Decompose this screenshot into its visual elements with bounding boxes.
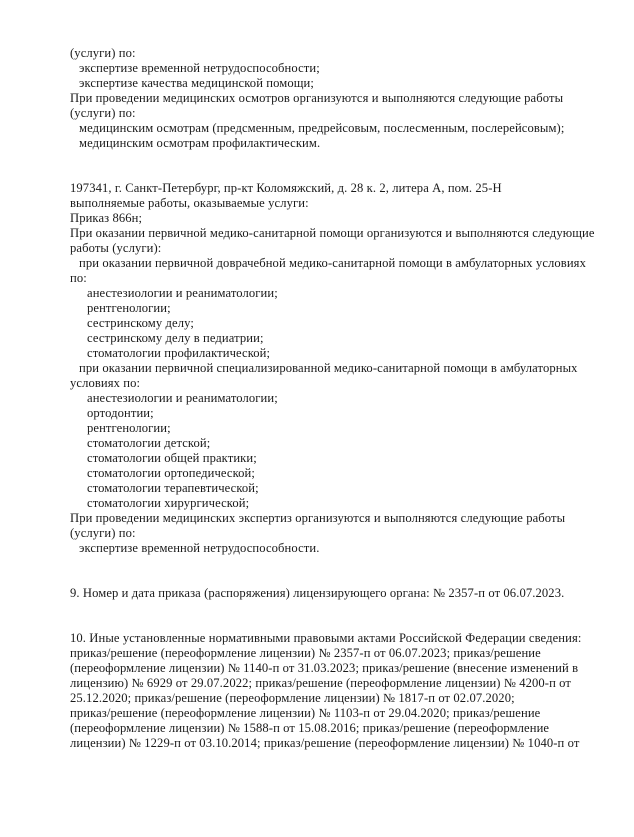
text-line: стоматологии ортопедической; bbox=[87, 466, 255, 480]
text-line: (переоформление лицензии) № 1588-п от 15.08.2016; приказ/решение (переоформление bbox=[70, 721, 550, 735]
text-line: (услуги) по: bbox=[70, 526, 136, 540]
document-body bbox=[70, 46, 595, 751]
text-line: сестринскому делу в педиатрии; bbox=[87, 331, 264, 345]
text-line: При проведении медицинских осмотров организуются и выполняются следующие работы bbox=[70, 91, 564, 105]
blank-line bbox=[70, 571, 574, 586]
text-line: сестринскому делу; bbox=[87, 316, 194, 330]
text-line: (услуги) по: bbox=[70, 46, 136, 60]
text-line: экспертизе качества медицинской помощи; bbox=[79, 76, 314, 90]
blank-line bbox=[70, 151, 574, 166]
blank-line bbox=[70, 601, 574, 616]
text-line: Приказ 866н; bbox=[70, 211, 143, 225]
text-line: ортодонтии; bbox=[87, 406, 154, 420]
text-line: по: bbox=[70, 271, 87, 285]
text-line: приказ/решение (переоформление лицензии) № 1103-п от 29.04.2020; приказ/решение bbox=[70, 706, 541, 720]
text-line: медицинским осмотрам (предсменным, предрейсовым, послесменным, послерейсовым); bbox=[79, 121, 565, 135]
text-line: лицензию) № 6929 от 29.07.2022; приказ/решение (переоформление лицензии) № 4200-п от bbox=[70, 676, 572, 690]
text-line: (услуги) по: bbox=[70, 106, 136, 120]
blank-line bbox=[70, 616, 574, 631]
text-line: анестезиологии и реаниматологии; bbox=[87, 391, 278, 405]
text-line: стоматологии детской; bbox=[87, 436, 211, 450]
text-line: медицинским осмотрам профилактическим. bbox=[79, 136, 321, 150]
text-line: приказ/решение (переоформление лицензии) № 2357-п от 06.07.2023; приказ/решение bbox=[70, 646, 541, 660]
text-line: стоматологии терапевтической; bbox=[87, 481, 259, 495]
text-line: 9. Номер и дата приказа (распоряжения) лицензирующего органа: № 2357-п от 06.07.2023. bbox=[70, 586, 565, 600]
text-line: при оказании первичной специализированной медико-санитарной помощи в амбулаторных bbox=[79, 361, 578, 375]
text-line: экспертизе временной нетрудоспособности. bbox=[79, 541, 320, 555]
text-line: анестезиологии и реаниматологии; bbox=[87, 286, 278, 300]
text-line: 197341, г. Санкт-Петербург, пр-кт Коломяжский, д. 28 к. 2, литера А, пом. 25-Н bbox=[70, 181, 502, 195]
text-line: при оказании первичной доврачебной медико-санитарной помощи в амбулаторных условиях bbox=[79, 256, 586, 270]
text-line: выполняемые работы, оказываемые услуги: bbox=[70, 196, 309, 210]
text-line: рентгенологии; bbox=[87, 301, 171, 315]
text-line: рентгенологии; bbox=[87, 421, 171, 435]
text-line: При оказании первичной медико-санитарной помощи организуются и выполняются следующие bbox=[70, 226, 595, 240]
text-line: 10. Иные установленные нормативными правовыми актами Российской Федерации сведения: bbox=[70, 631, 582, 645]
text-line: условиях по: bbox=[70, 376, 141, 390]
text-line: стоматологии общей практики; bbox=[87, 451, 257, 465]
text-line: работы (услуги): bbox=[70, 241, 162, 255]
text-line: стоматологии хирургической; bbox=[87, 496, 250, 510]
blank-line bbox=[70, 556, 574, 571]
text-line: лицензии) № 1229-п от 03.10.2014; приказ/решение (переоформление лицензии) № 1040-п от bbox=[70, 736, 580, 750]
text-line: стоматологии профилактической; bbox=[87, 346, 271, 360]
text-line: 25.12.2020; приказ/решение (переоформление лицензии) № 1817-п от 02.07.2020; bbox=[70, 691, 515, 705]
blank-line bbox=[70, 166, 574, 181]
text-line: (переоформление лицензии) № 1140-п от 31.03.2023; приказ/решение (внесение изменений в bbox=[70, 661, 579, 675]
text-line: экспертизе временной нетрудоспособности; bbox=[79, 61, 320, 75]
text-line: При проведении медицинских экспертиз организуются и выполняются следующие работы bbox=[70, 511, 566, 525]
